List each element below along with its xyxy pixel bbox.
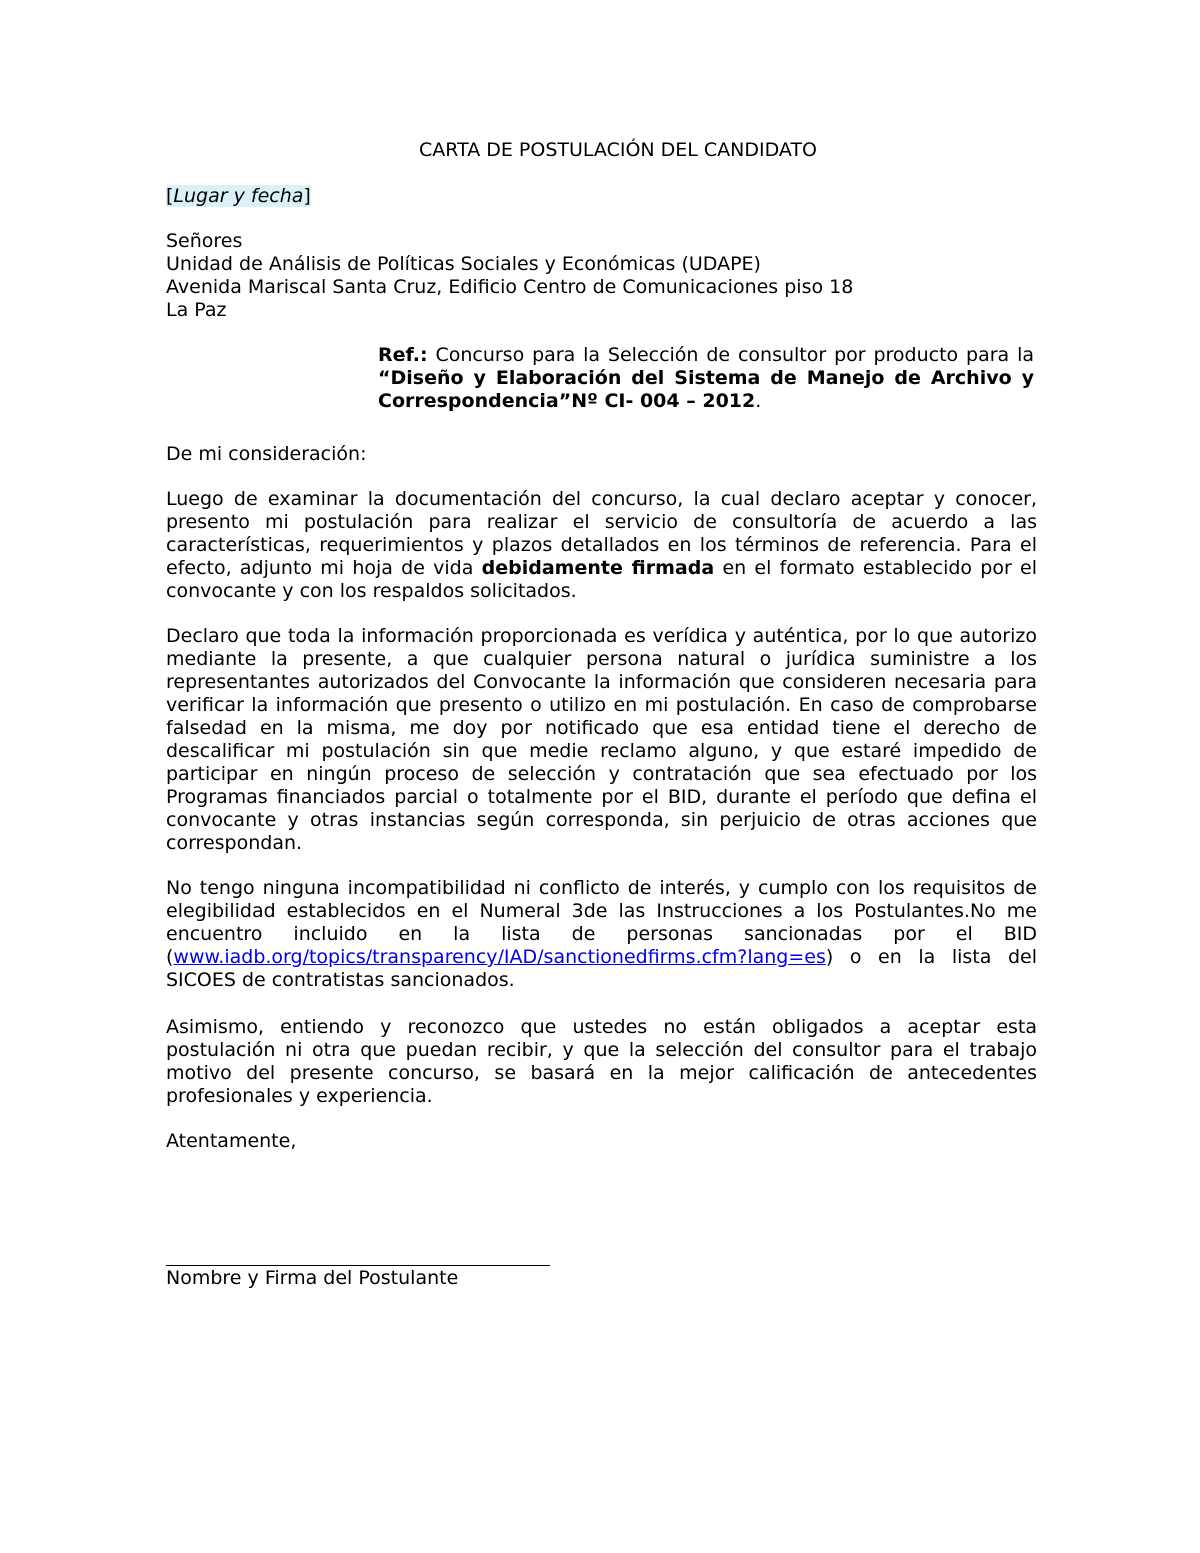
reference-label: Ref.: <box>378 344 428 366</box>
letter-title: CARTA DE POSTULACIÓN DEL CANDIDATO <box>418 139 818 161</box>
bracket-open: [ <box>166 185 174 207</box>
paragraph-acceptance-text-end: en el formato establecido por el convocante y con los respaldos solicitados. <box>166 557 1038 602</box>
place-date-text: Lugar y fecha <box>173 185 304 207</box>
paragraph-eligibility-text-end: ) o en la lista del SICOES de contratistas sancionados. <box>166 946 1037 991</box>
paragraph-acceptance-text: Luego de examinar la documentación del concurso, la cual declaro aceptar y conocer, presento mi postulación para realizar el servicio de consultoría de acuerdo a las características, requerimientos y plazos detallados en los términos de referencia. Para el efecto, adjunto mi hoja de vida <box>166 488 1037 579</box>
greeting: De mi consideración: <box>166 443 367 465</box>
place-date-placeholder <box>166 185 311 207</box>
reference-text: Concurso para la Selección de consultor por producto para la <box>427 344 1034 366</box>
place-date-line <box>166 185 1037 208</box>
sanctioned-firms-link[interactable]: www.iadb.org/topics/transparency/IAD/sanctionedfirms.cfm?lang=es <box>173 946 826 968</box>
reference-project: “Diseño y Elaboración del Sistema de Manejo de Archivo y Correspondencia”Nº CI- 004 – 2012 <box>378 367 1034 412</box>
recipient-organization: Unidad de Análisis de Políticas Sociales y Económicas (UDAPE) <box>166 253 761 275</box>
recipient-block <box>166 230 1037 322</box>
paragraph-eligibility <box>166 877 1037 992</box>
reference-block <box>378 344 1034 413</box>
reference-end: . <box>755 390 762 412</box>
paragraph-acceptance-bold: debidamente firmada <box>481 557 715 579</box>
paragraph-acknowledgement: Asimismo, entiendo y reconozco que ustedes no están obligados a aceptar esta postulación ni otra que puedan recibir, y que la selección del consultor para el trabajo motivo del presente concurso, se basará en la mejor calificación de antecedentes profesionales y experiencia. <box>166 1016 1037 1107</box>
recipient-address: Avenida Mariscal Santa Cruz, Edificio Centro de Comunicaciones piso 18 <box>166 276 854 298</box>
closing: Atentamente, <box>166 1130 297 1152</box>
paragraph-declaration: Declaro que toda la información proporcionada es verídica y auténtica, por lo que autorizo mediante la presente, a que cualquier persona natural o jurídica suministre a los representantes autorizados del Convocante la información que consideren necesaria para verificar la información que presento o utilizo en mi postulación. En caso de comprobarse falsedad en la misma, me doy por notificado que esa entidad tiene el derecho de descalificar mi postulación sin que medie reclamo alguno, y que estaré impedido de participar en ningún proceso de selección y contratación que sea efectuado por los Programas financiados parcial o totalmente por el BID, durante el período que defina el convocante y otras instancias según corresponda, sin perjuicio de otras acciones que correspondan. <box>166 625 1037 854</box>
recipient-city: La Paz <box>166 299 227 321</box>
signature-label: Nombre y Firma del Postulante <box>166 1267 459 1289</box>
paragraph-acceptance <box>166 488 1037 603</box>
bracket-close: ] <box>303 185 311 207</box>
paragraph-eligibility-text: No tengo ninguna incompatibilidad ni conflicto de interés, y cumplo con los requisitos de elegibilidad establecidos en el Numeral 3de las Instrucciones a los Postulantes.No me encuentro incluido en la lista de personas sancionadas por el BID ( <box>166 877 1037 968</box>
signature-line <box>166 1265 550 1266</box>
recipient-salutation: Señores <box>166 230 243 252</box>
